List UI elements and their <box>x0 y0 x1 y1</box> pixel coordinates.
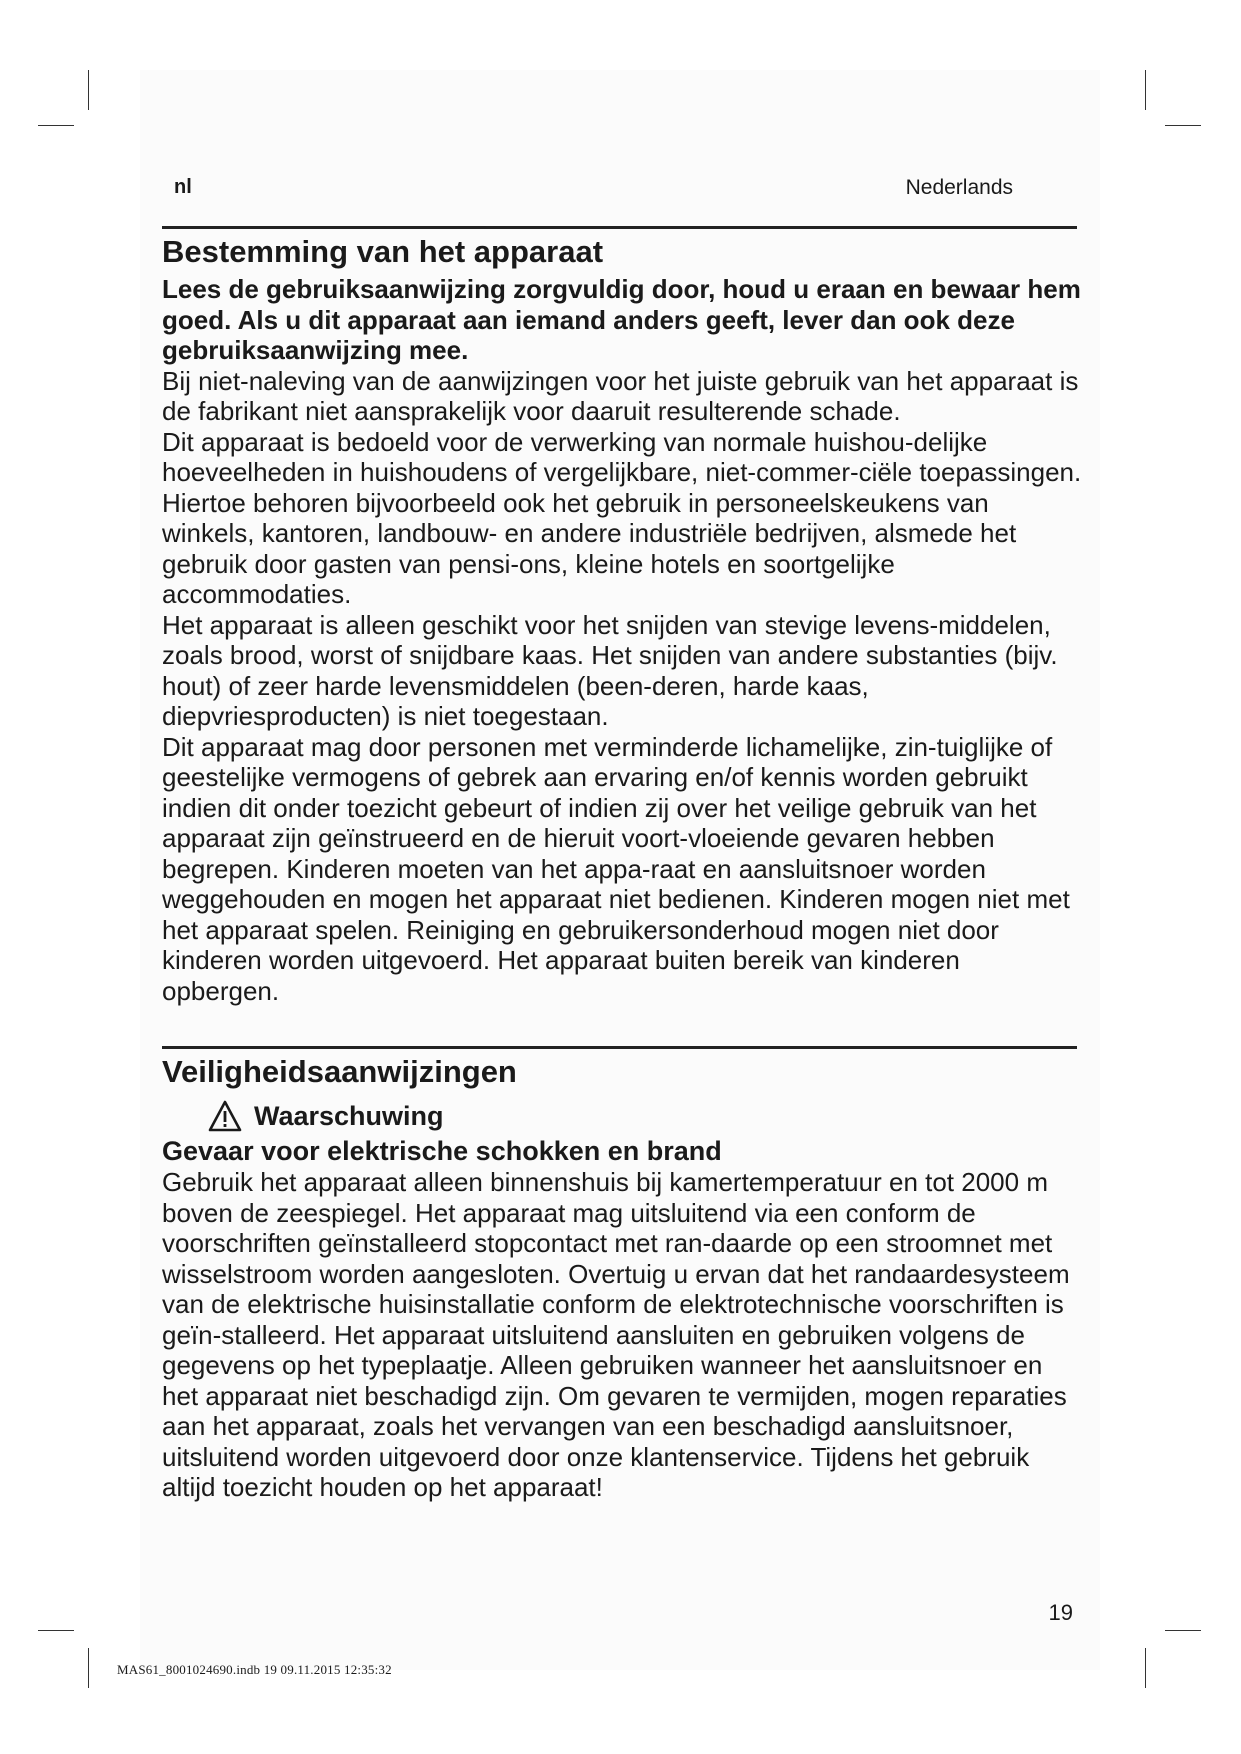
body-paragraph: Gebruik het apparaat alleen binnenshuis bij kamertemperatuur en tot 2000 m boven de zeespiegel. Het apparaat mag uitsluitend via een conform de voorschriften geïnstalleerd stopcontact met ran-daarde op een stroomnet met wisselstroom worden aangesloten. Overtuig u ervan dat het randaardesysteem van de elektrische huisinstallatie conform de elektrotechnische voorschriften is geïn-stalleerd. Het apparaat uitsluitend aansluiten en gebruiken volgens de gegevens op het typeplaatje. Alleen gebruiken wanneer het aansluitsnoer en het apparaat niet beschadigd zijn. Om gevaren te vermijden, mogen reparaties aan het apparaat, zoals het vervangen van een beschadigd aansluitsnoer, uitsluitend worden uitgevoerd door onze klantenservice. Tijdens het gebruik altijd toezicht houden op het apparaat! <box>162 1167 1070 1502</box>
crop-mark <box>88 1648 89 1688</box>
body-paragraph: Dit apparaat mag door personen met verminderde lichamelijke, zin-tuiglijke of geestelijke vermogens of gebrek aan ervaring en/of kennis worden gebruikt indien dit onder toezicht gebeurt of indien zij over het veilige gebruik van het apparaat zijn geïnstrueerd en de hieruit voort-vloeiende gevaren hebben begrepen. Kinderen moeten van het appa-raat en aansluitsnoer worden weggehouden en mogen het apparaat niet bedienen. Kinderen mogen niet met het apparaat spelen. Reiniging en gebruikersonderhoud mogen niet door kinderen worden uitgevoerd. Het apparaat buiten bereik van kinderen opbergen. <box>162 731 1070 1006</box>
hazard-title: Gevaar voor elektrische schokken en brand <box>162 1136 722 1166</box>
body-paragraph: Dit apparaat is bedoeld voor de verwerking van normale huishou-delijke hoeveelheden in huishoudens of vergelijkbare, niet-commer-ciële toepassingen. Hiertoe behoren bijvoorbeeld ook het gebruik in personeelskeukens van winkels, kantoren, landbouw- en andere industriële bedrijven, alsmede het gebruik door gasten van pensi-ons, kleine hotels en soortgelijke accommodaties. <box>162 426 1082 609</box>
crop-mark <box>38 1630 74 1631</box>
crop-mark <box>88 70 89 110</box>
body-paragraph: Het apparaat is alleen geschikt voor het snijden van stevige levens-middelen, zoals brood, worst of snijdbare kaas. Het snijden van andere substanties (bijv. hout) of zeer harde levensmiddelen (been-deren, harde kaas, diepvriesproducten) is niet toegestaan. <box>162 609 1058 731</box>
warning-triangle-icon <box>208 1100 242 1132</box>
lead-paragraph: Lees de gebruiksaanwijzing zorgvuldig door, houd u eraan en bewaar hem goed. Als u dit apparaat aan iemand anders geeft, lever dan ook deze gebruiksaanwijzing mee. <box>162 274 1081 365</box>
warning-label: Waarschuwing <box>254 1100 444 1131</box>
crop-mark <box>1165 1630 1201 1631</box>
crop-mark <box>38 125 74 126</box>
page-number: 19 <box>1048 1600 1073 1625</box>
section-divider <box>162 1046 1077 1049</box>
crop-mark <box>1145 70 1146 110</box>
language-name: Nederlands <box>905 176 1013 199</box>
section-title: Bestemming van het apparaat <box>162 234 604 269</box>
body-paragraph: Bij niet-naleving van de aanwijzingen voor het juiste gebruik van het apparaat is de fabrikant niet aansprakelijk voor daaruit resulterende schade. <box>162 365 1079 426</box>
print-file-info: MAS61_8001024690.indb 19 09.11.2015 12:35:32 <box>117 1662 392 1677</box>
crop-mark <box>1165 125 1201 126</box>
section-safety <box>162 1054 1082 1503</box>
crop-mark <box>1145 1648 1146 1688</box>
section-intended-use <box>162 234 1082 1006</box>
section-title: Veiligheidsaanwijzingen <box>162 1054 517 1089</box>
warning-heading <box>208 1098 1082 1134</box>
language-code: nl <box>174 176 192 198</box>
header-divider <box>162 226 1077 229</box>
